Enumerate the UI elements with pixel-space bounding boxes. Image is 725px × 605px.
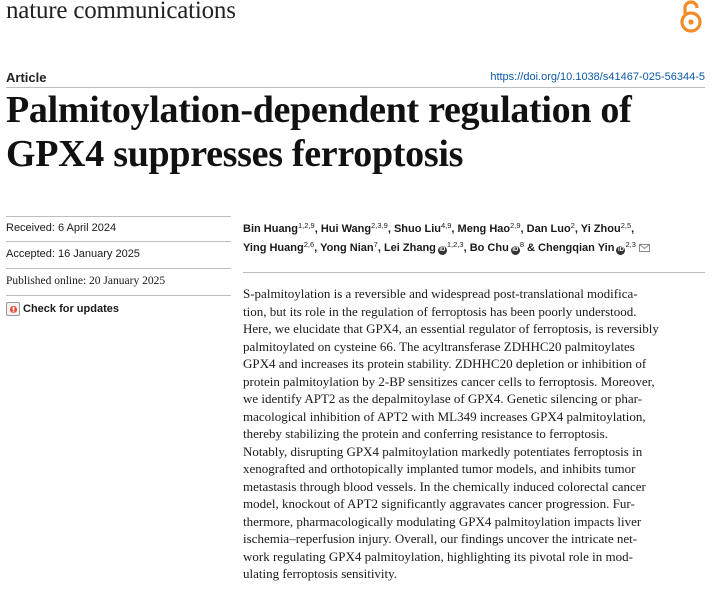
- dates-divider-2: [6, 268, 231, 269]
- abstract-line: tion, but its role in the regulation of ferroptosis has been poorly understood.: [243, 303, 637, 319]
- abstract-line: Notably, disrupting GPX4 palmitoylation markedly potentiates ferroptosis in: [243, 443, 643, 459]
- dates-divider-1: [6, 241, 231, 242]
- author-affiliation: 2,9: [510, 221, 521, 230]
- abstract-line: protein palmitoylation by 2-BP sensitizes cancer cells to ferroptosis. Moreover,: [243, 373, 655, 389]
- author-affiliation: 2,5: [620, 221, 632, 230]
- authors-divider: [243, 272, 705, 273]
- author[interactable]: [320, 242, 378, 254]
- orcid-icon[interactable]: iD: [617, 247, 624, 253]
- author-affiliation: 1,2,9: [298, 221, 315, 230]
- journal-name: nature communications: [6, 0, 236, 24]
- author-name: Meng Hao: [457, 223, 511, 235]
- author[interactable]: [581, 223, 631, 235]
- email-envelope-icon[interactable]: [639, 244, 650, 252]
- author-name: Chengqian Yin: [538, 242, 615, 254]
- author[interactable]: [321, 223, 388, 235]
- abstract-line: metastasis through blood vessels. In the chemically induced colorectal cancer: [243, 478, 646, 494]
- author-name: Yong Nian: [320, 242, 374, 254]
- author[interactable]: [470, 242, 524, 254]
- author-name: Lei Zhang: [383, 242, 436, 254]
- check-for-updates-button[interactable]: [6, 302, 119, 316]
- author-name: Hui Wang: [320, 223, 372, 235]
- author[interactable]: [458, 223, 521, 235]
- author-affiliation: 7: [373, 240, 378, 249]
- author[interactable]: [243, 223, 315, 235]
- abstract-line: palmitoylated on cysteine 66. The acyltransferase ZDHHC20 palmitoylates: [243, 338, 635, 354]
- author-name: Ying Huang: [243, 242, 304, 254]
- author-name: Bin Huang: [243, 223, 298, 235]
- doi-link[interactable]: https://doi.org/10.1038/s41467-025-56344-5: [490, 71, 705, 83]
- accepted-date: Accepted: 16 January 2025: [6, 248, 140, 260]
- author-name: Yi Zhou: [580, 223, 621, 235]
- abstract-line: xenografted and orthotopically implanted tumor models, and inhibits tumor: [243, 461, 636, 476]
- article-title: [6, 88, 706, 176]
- title-line-1: Palmitoylation-dependent regulation of: [6, 89, 632, 131]
- abstract-line: model, knockout of APT2 significantly aggravates cancer progression. Fur-: [243, 496, 635, 511]
- abstract-line: ischemia–reperfusion injury. Overall, our findings uncover the intricate net-: [243, 531, 638, 546]
- published-date: Published online: 20 January 2025: [6, 275, 166, 287]
- author-affiliation: 2: [570, 221, 575, 230]
- title-line-2: GPX4 suppresses ferroptosis: [6, 133, 464, 175]
- dates-divider-top: [6, 216, 231, 217]
- author-affiliation: 1,2,3: [446, 240, 464, 249]
- abstract: [243, 285, 706, 583]
- abstract-line: we identify APT2 as the depalmitoylase of GPX4. Genetic silencing or phar-: [243, 391, 643, 406]
- author[interactable]: [243, 242, 314, 254]
- author-name: Dan Luo: [526, 223, 571, 235]
- abstract-line: macological inhibition of APT2 with ML349 increases GPX4 palmitoylation,: [243, 408, 646, 424]
- received-date: Received: 6 April 2024: [6, 222, 117, 234]
- author-affiliation: 8: [519, 240, 524, 249]
- author-name: Bo Chu: [469, 242, 509, 254]
- author-affiliation: 2,6: [303, 240, 315, 249]
- check-for-updates-label: Check for updates: [23, 303, 119, 315]
- abstract-line: S-palmitoylation is a reversible and widespread post-translational modifica-: [243, 286, 638, 301]
- abstract-line: thermore, pharmacologically modulating GPX4 palmitoylation impacts liver: [243, 513, 642, 529]
- abstract-line: ulating ferroptosis sensitivity.: [243, 566, 398, 581]
- dates-divider-3: [6, 295, 231, 296]
- check-for-updates-icon: [6, 302, 20, 316]
- author-list: Bin Huang$^{1,2,9}$, Hui Wang$^{2,3,9}$, Shuo Liu$^{4,9}$, Meng Hao$^{2,9}$, Dan Luo$^2$, Yi Zhou$^{2,5}$, Ying Huang$^{2,6}$, Yong Nian$^7$, Lei Zhang iD$^{1,2,3}$, Bo Chu $iD^8$ & Chengqian Yin iD$^{2,3}$: [243, 220, 713, 258]
- orcid-icon[interactable]: iD: [512, 247, 519, 253]
- author[interactable]: [384, 242, 464, 254]
- abstract-line: thereby stabilizing the protein and conferring resistance to ferroptosis.: [243, 426, 608, 441]
- author-affiliation: 4,9: [440, 221, 452, 230]
- article-type-label: Article: [6, 70, 47, 85]
- open-access-lock-icon: [678, 0, 704, 34]
- abstract-line: GPX4 and increases its protein stability. ZDHHC20 depletion or inhibition of: [243, 356, 647, 371]
- author[interactable]: [527, 223, 575, 235]
- author-affiliation: 2,3: [625, 240, 636, 249]
- author-name: Shuo Liu: [393, 223, 441, 235]
- author[interactable]: [538, 242, 650, 254]
- abstract-line: work regulating GPX4 palmitoylation, highlighting its pivotal role in mod-: [243, 548, 633, 564]
- author-affiliation: 2,3,9: [371, 221, 388, 230]
- orcid-icon[interactable]: iD: [439, 247, 446, 253]
- author[interactable]: [394, 223, 451, 235]
- abstract-line: Here, we elucidate that GPX4, an essential regulator of ferroptosis, is reversibly: [243, 321, 659, 336]
